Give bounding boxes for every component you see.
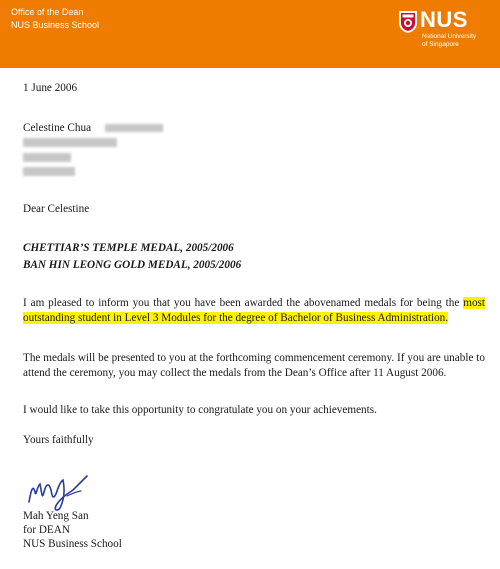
medal-title-1: CHETTIAR’S TEMPLE MEDAL, 2005/2006 [23,242,234,254]
paragraph-award [23,296,485,326]
paragraph-ceremony: The medals will be presented to you at the forthcoming commencement ceremony. If you are unable to attend the ceremony, you may collect the medals from the Dean’s Office after 11 August 2006. [23,352,485,379]
logo-uni-line-2: of Singapore [422,41,459,48]
letterhead-banner [0,0,500,68]
nus-logo [398,7,494,60]
logo-wordmark: NUS [420,7,468,32]
closing: Yours faithfully [23,434,94,446]
signer-name: Mah Yeng San [23,510,89,522]
office-line-2: NUS Business School [11,20,100,30]
signer-role: for DEAN [23,524,70,536]
logo-uni-line-1: National University [422,33,477,40]
office-line-1: Office of the Dean [11,7,84,17]
office-label [11,6,99,32]
recipient-name: Celestine Chua [23,122,92,134]
paragraph-award-text: I am pleased to inform you that you have been awarded the abovenamed medals for being the [23,297,460,309]
logo-university-name [422,33,476,49]
paragraph-congratulation: I would like to take this opportunity to congratulate you on your achievements. [23,404,377,416]
highlighted-achievement: most outstanding student in Level 3 Modules for the degree of Bachelor of Business Administration. [23,297,486,324]
redacted-address-line-2 [23,153,71,162]
redacted-address-line-1 [23,138,117,147]
salutation: Dear Celestine [23,203,90,215]
medal-title-2: BAN HIN LEONG GOLD MEDAL, 2005/2006 [23,259,242,271]
letter-date: 1 June 2006 [23,82,78,94]
redacted-surname [105,124,163,132]
redacted-address-line-3 [23,167,75,176]
nus-crest-icon [398,10,418,34]
signer-organization: NUS Business School [23,538,122,550]
